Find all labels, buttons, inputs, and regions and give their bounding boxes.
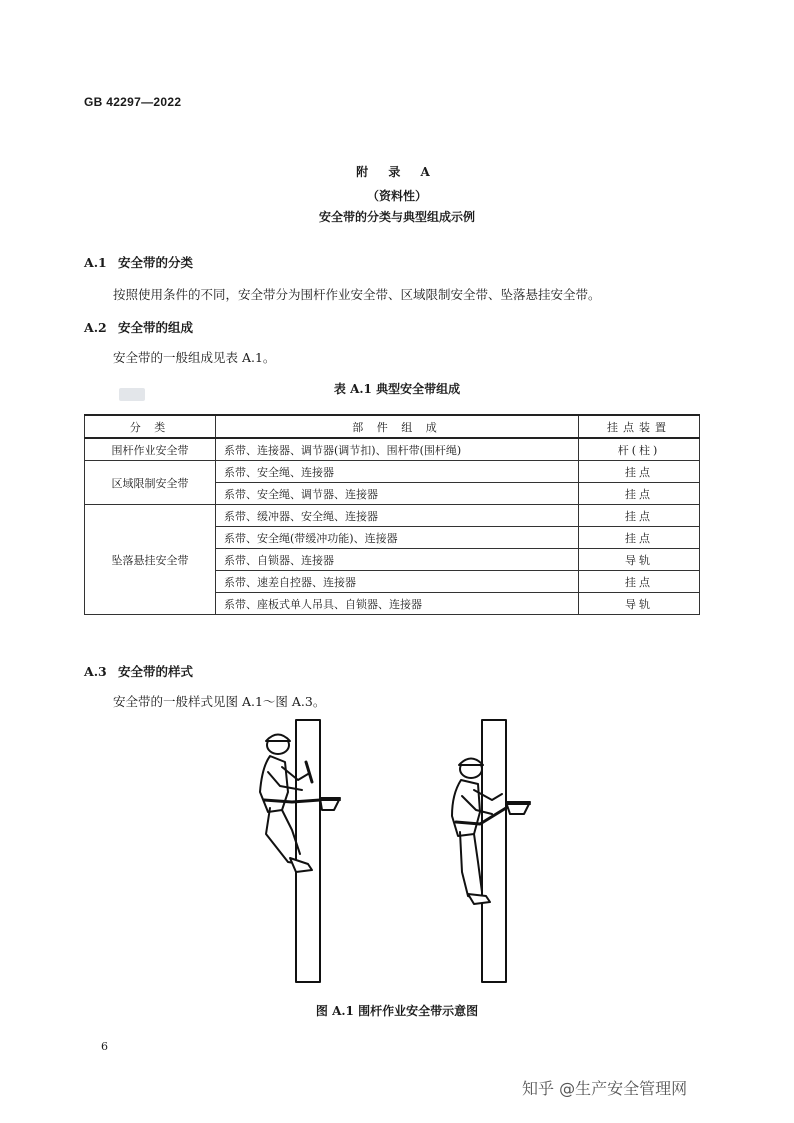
figure-caption: 图 A.1 围杆作业安全带示意图: [315, 1004, 479, 1018]
pole-work-illustration: [230, 712, 570, 987]
components-cell: 系带、座板式单人吊具、自锁器、连接器: [216, 593, 579, 615]
components-cell: 系带、安全绳、调节器、连接器: [216, 483, 579, 505]
section-title: 安全带的组成: [118, 320, 194, 335]
attach-cell: 挂点: [579, 571, 700, 593]
table-row: [85, 461, 700, 483]
section-number: A.2: [84, 320, 107, 335]
table-row: [85, 438, 700, 461]
attach-cell: 导轨: [579, 593, 700, 615]
section-a3-heading: [84, 662, 193, 680]
category-cell: 围杆作业安全带: [85, 438, 216, 461]
components-cell: 系带、连接器、调节器(调节扣)、围杆带(围杆绳): [216, 438, 579, 461]
table-row: [85, 505, 700, 527]
attach-cell: 挂点: [579, 461, 700, 483]
section-a1-heading: [84, 253, 193, 271]
section-a2-heading: [84, 318, 193, 336]
components-table: [84, 414, 700, 615]
appendix-nature: （资料性）: [366, 189, 427, 203]
attach-cell: 挂点: [579, 505, 700, 527]
section-a2-text: 安全带的一般组成见表 A.1。: [113, 350, 276, 365]
section-title: 安全带的分类: [118, 255, 194, 270]
page-number: 6: [101, 1040, 108, 1053]
attach-cell: 导轨: [579, 549, 700, 571]
appendix-title: 附 录 A: [356, 165, 438, 179]
section-number: A.1: [84, 255, 107, 270]
standard-code: GB 42297—2022: [84, 95, 182, 109]
header-category: 分 类: [85, 415, 216, 438]
section-a1-text: 按照使用条件的不同，安全带分为围杆作业安全带、区域限制安全带、坠落悬挂安全带。: [113, 287, 601, 302]
category-cell: 坠落悬挂安全带: [85, 505, 216, 615]
components-cell: 系带、速差自控器、连接器: [216, 571, 579, 593]
components-cell: 系带、安全绳(带缓冲功能)、连接器: [216, 527, 579, 549]
header-attach: 挂点装置: [579, 415, 700, 438]
category-cell: 区域限制安全带: [85, 461, 216, 505]
section-title: 安全带的样式: [118, 664, 194, 679]
zhihu-watermark: 知乎 @生产安全管理网: [522, 1079, 688, 1098]
table-caption: 表 A.1 典型安全带组成: [333, 382, 461, 396]
attach-cell: 杆(柱): [579, 438, 700, 461]
components-cell: 系带、缓冲器、安全绳、连接器: [216, 505, 579, 527]
section-a3-text: 安全带的一般样式见图 A.1～图 A.3。: [113, 694, 326, 709]
attach-cell: 挂点: [579, 527, 700, 549]
table-header-row: [85, 415, 700, 438]
components-cell: 系带、自锁器、连接器: [216, 549, 579, 571]
components-cell: 系带、安全绳、连接器: [216, 461, 579, 483]
header-components: 部 件 组 成: [216, 415, 579, 438]
attach-cell: 挂点: [579, 483, 700, 505]
section-number: A.3: [84, 664, 107, 679]
appendix-heading: 安全带的分类与典型组成示例: [318, 210, 475, 224]
